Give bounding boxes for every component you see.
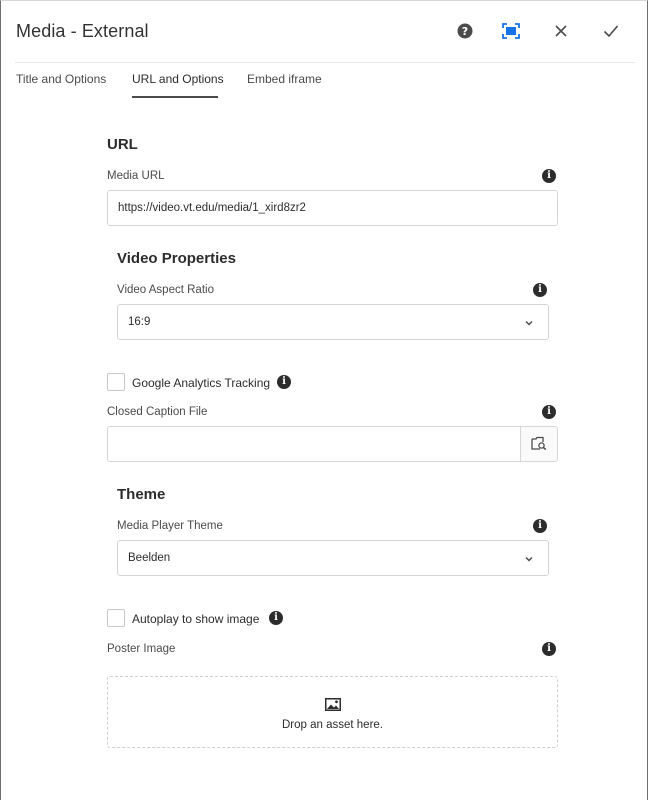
- autoplay-label[interactable]: Autoplay to show image: [132, 612, 260, 626]
- chevron-down-icon: [524, 318, 534, 326]
- fullscreen-icon: [502, 23, 520, 44]
- player-theme-select[interactable]: [117, 540, 549, 576]
- player-theme-value: Beelden: [128, 552, 171, 564]
- fullscreen-button[interactable]: [497, 19, 525, 47]
- aspect-ratio-label: Video Aspect Ratio: [117, 284, 214, 296]
- close-icon: [554, 24, 568, 43]
- media-url-info-icon[interactable]: i: [542, 169, 556, 183]
- poster-info-icon[interactable]: i: [542, 642, 556, 656]
- analytics-label[interactable]: Google Analytics Tracking: [132, 376, 271, 390]
- analytics-info-icon[interactable]: i: [277, 375, 291, 389]
- theme-section-title: Theme: [117, 486, 166, 503]
- dropzone-text: Drop an asset here.: [281, 719, 383, 731]
- poster-dropzone[interactable]: [107, 676, 558, 748]
- folder-search-icon: [531, 436, 547, 453]
- player-theme-label: Media Player Theme: [117, 520, 223, 532]
- video-properties-title: Video Properties: [117, 250, 236, 267]
- active-tab-indicator: [132, 96, 218, 98]
- checkmark-icon: [603, 24, 619, 43]
- tab-bar: [1, 63, 647, 99]
- autoplay-info-icon[interactable]: i: [269, 611, 283, 625]
- media-url-input[interactable]: https://video.vt.edu/media/1_xird8zr2: [107, 190, 558, 226]
- header-actions: [1, 19, 647, 47]
- aspect-ratio-select[interactable]: [117, 304, 549, 340]
- tab-embed-iframe[interactable]: Embed iframe: [247, 72, 322, 86]
- dialog-header: [1, 1, 647, 63]
- player-theme-info-icon[interactable]: i: [533, 519, 547, 533]
- tab-url-and-options[interactable]: URL and Options: [132, 72, 224, 86]
- close-button[interactable]: [547, 19, 575, 47]
- chevron-down-icon: [524, 554, 534, 562]
- done-button[interactable]: [597, 19, 625, 47]
- tab-title-and-options[interactable]: Title and Options: [16, 72, 107, 86]
- caption-browse-button[interactable]: [520, 427, 557, 461]
- caption-file-input[interactable]: [107, 426, 558, 462]
- aspect-ratio-value: 16:9: [128, 316, 151, 328]
- caption-info-icon[interactable]: i: [542, 405, 556, 419]
- aspect-ratio-info-icon[interactable]: i: [533, 283, 547, 297]
- caption-file-label: Closed Caption File: [107, 406, 208, 418]
- svg-text:?: ?: [461, 24, 469, 38]
- dialog-title: Media - External: [16, 21, 149, 41]
- poster-image-label: Poster Image: [107, 643, 176, 655]
- url-section-title: URL: [107, 136, 138, 153]
- autoplay-row: [107, 609, 287, 629]
- image-icon: [325, 698, 341, 716]
- autoplay-checkbox[interactable]: [107, 609, 125, 627]
- analytics-checkbox[interactable]: [107, 373, 125, 391]
- help-icon: [457, 23, 473, 44]
- help-button[interactable]: [451, 19, 479, 47]
- media-url-label: Media URL: [107, 170, 165, 182]
